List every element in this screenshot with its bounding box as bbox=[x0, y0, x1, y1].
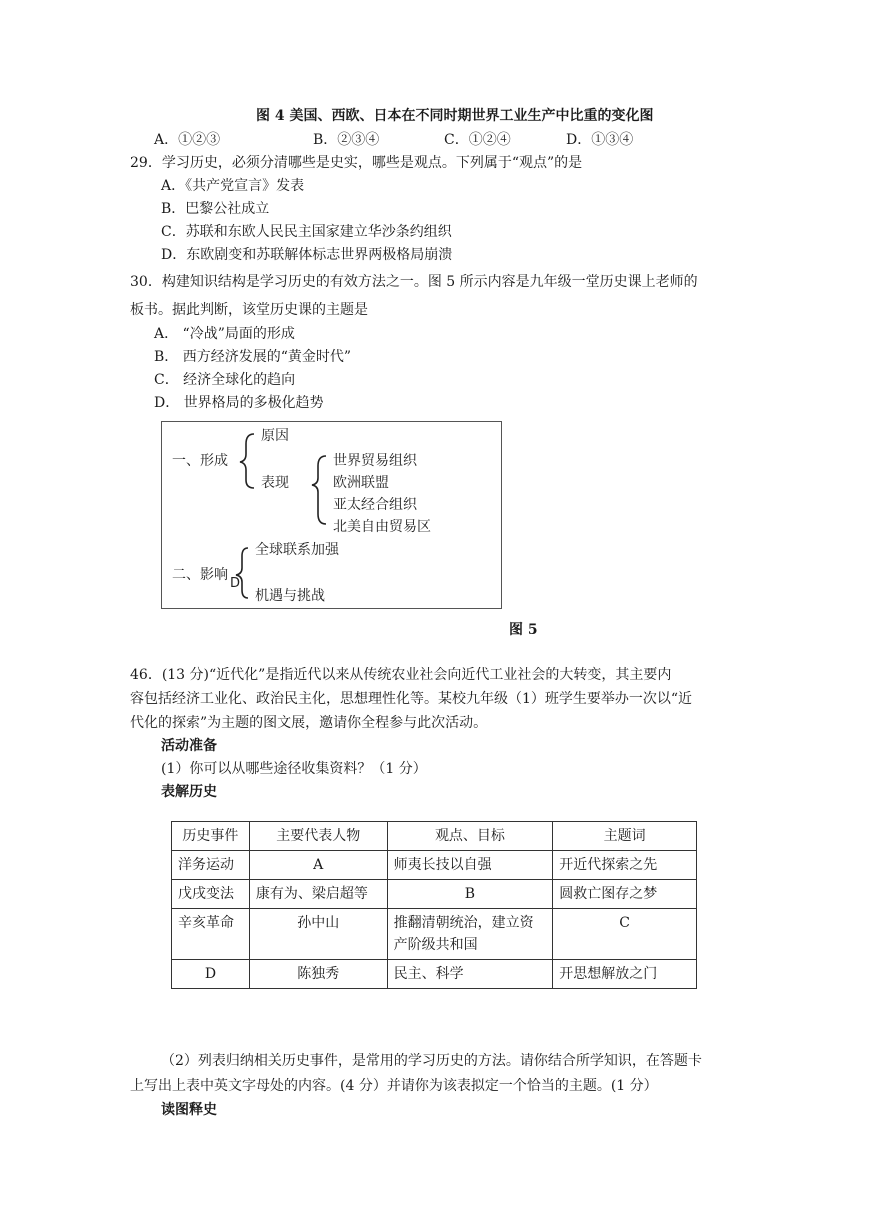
fig5-item-apec: 亚太经合组织 bbox=[333, 497, 417, 513]
q30-stem-line2: 板书。据此判断，该堂历史课的主题是 bbox=[130, 302, 368, 318]
table-cell: 民主、科学 bbox=[387, 960, 553, 989]
q30-option-c: C． 经济全球化的趋向 bbox=[154, 372, 296, 388]
figure-5-caption: 图 5 bbox=[509, 622, 538, 638]
table-cell: B bbox=[387, 880, 553, 909]
table-header-cell: 主题词 bbox=[553, 822, 697, 851]
table-cell: 孙中山 bbox=[249, 909, 387, 960]
q28-option-c: C．①②④ bbox=[444, 132, 511, 148]
table-cell: 戊戌变法 bbox=[172, 880, 250, 909]
table-cell: 开思想解放之门 bbox=[553, 960, 697, 989]
table-cell: 辛亥革命 bbox=[172, 909, 250, 960]
table-row bbox=[172, 960, 697, 989]
table-cell: 陈独秀 bbox=[249, 960, 387, 989]
q46-intro-line1: 46．(13 分)“近代化”是指近代以来从传统农业社会向近代工业社会的大转变，其主要内 bbox=[130, 667, 672, 683]
fig5-cause: 原因 bbox=[261, 428, 289, 444]
q28-option-b: B．②③④ bbox=[313, 132, 380, 148]
table-cell: C bbox=[553, 909, 697, 960]
table-cell: 师夷长技以自强 bbox=[387, 851, 553, 880]
fig5-impact-2: 机遇与挑战 bbox=[255, 588, 325, 604]
table-cell: 康有为、梁启超等 bbox=[249, 880, 387, 909]
figure-4-caption: 图 4 美国、西欧、日本在不同时期世界工业生产中比重的变化图 bbox=[256, 108, 654, 124]
heading-activity-prep: 活动准备 bbox=[161, 738, 217, 754]
table-row bbox=[172, 880, 697, 909]
fig5-item-wto: 世界贸易组织 bbox=[333, 453, 417, 469]
table-row bbox=[172, 851, 697, 880]
fig5-item-eu: 欧洲联盟 bbox=[333, 475, 389, 491]
history-events-table bbox=[171, 821, 697, 989]
fig5-section-formation: 一、形成 bbox=[172, 453, 228, 469]
fig5-item-nafta: 北美自由贸易区 bbox=[333, 519, 431, 535]
q30-option-b: B． 西方经济发展的“黄金时代” bbox=[154, 349, 352, 365]
q29-option-a: A．《共产党宣言》发表 bbox=[161, 178, 305, 194]
q46-part2-line1: （2）列表归纳相关历史事件，是常用的学习历史的方法。请你结合所学知识，在答题卡 bbox=[161, 1053, 702, 1069]
table-header-row bbox=[172, 822, 697, 851]
q30-option-d: D． 世界格局的多极化趋势 bbox=[154, 395, 324, 411]
q28-option-a: A．①②③ bbox=[154, 132, 221, 148]
figure-5-diagram bbox=[161, 421, 502, 609]
fig5-stray-letter: D bbox=[230, 576, 241, 591]
q28-option-d: D．①③④ bbox=[566, 132, 634, 148]
q29-option-d: D．东欧剧变和苏联解体标志世界两极格局崩溃 bbox=[161, 247, 453, 263]
table-cell: 推翻清朝统治，建立资产阶级共和国 bbox=[387, 909, 553, 960]
fig5-manifestation: 表现 bbox=[261, 475, 289, 491]
table-cell: 洋务运动 bbox=[172, 851, 250, 880]
table-header-cell: 观点、目标 bbox=[387, 822, 553, 851]
q46-intro-line3: 代化的探索”为主题的图文展，邀请你全程参与此次活动。 bbox=[130, 715, 488, 731]
q30-option-a: A． “冷战”局面的形成 bbox=[154, 326, 295, 342]
q46-intro-line2: 容包括经济工业化、政治民主化，思想理性化等。某校九年级（1）班学生要举办一次以“近 bbox=[130, 691, 693, 707]
table-row bbox=[172, 909, 697, 960]
q46-part1: (1）你可以从哪些途径收集资料？（1 分） bbox=[161, 761, 427, 777]
q46-part2-line2: 上写出上表中英文字母处的内容。(4 分）并请你为该表拟定一个恰当的主题。(1 分） bbox=[130, 1078, 658, 1094]
heading-table-history: 表解历史 bbox=[161, 784, 217, 800]
fig5-section-impact: 二、影响 bbox=[172, 567, 228, 583]
table-cell: A bbox=[249, 851, 387, 880]
table-cell: 开近代探索之先 bbox=[553, 851, 697, 880]
q29-stem: 29．学习历史，必须分清哪些是史实，哪些是观点。下列属于“观点”的是 bbox=[130, 155, 583, 171]
table-cell: 圆救亡图存之梦 bbox=[553, 880, 697, 909]
fig5-impact-1: 全球联系加强 bbox=[255, 542, 339, 558]
table-header-cell: 历史事件 bbox=[172, 822, 250, 851]
q29-option-b: B．巴黎公社成立 bbox=[161, 201, 270, 217]
q29-option-c: C．苏联和东欧人民民主国家建立华沙条约组织 bbox=[161, 224, 452, 240]
q30-stem-line1: 30．构建知识结构是学习历史的有效方法之一。图 5 所示内容是九年级一堂历史课上老师的 bbox=[130, 274, 698, 290]
table-cell: D bbox=[172, 960, 250, 989]
heading-read-map: 读图释史 bbox=[161, 1102, 217, 1118]
table-header-cell: 主要代表人物 bbox=[249, 822, 387, 851]
